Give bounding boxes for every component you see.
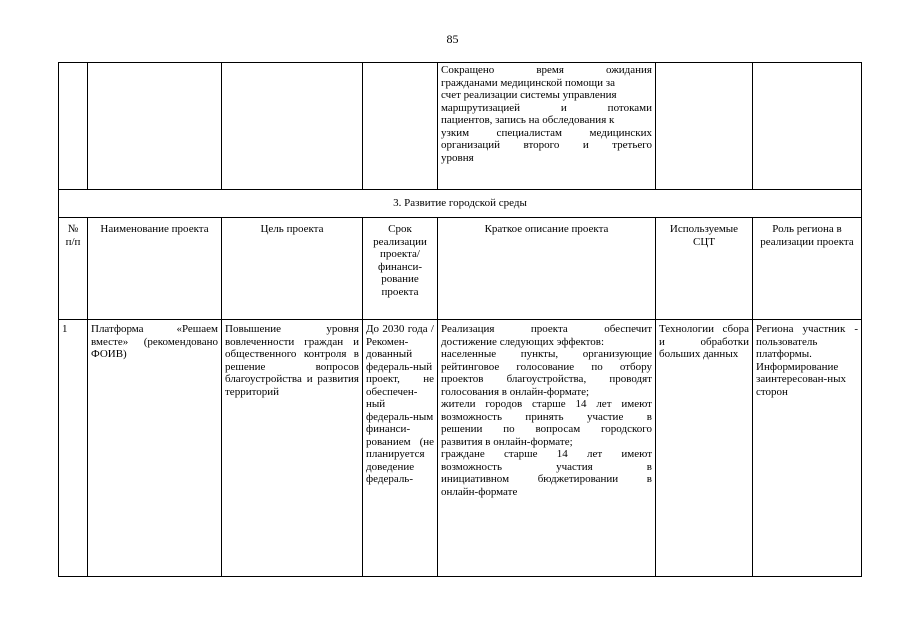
projects-table: [58, 62, 862, 577]
header-goal: Цель проекта: [222, 218, 363, 320]
text-line: достижение следующих эффектов:: [441, 335, 605, 348]
text-line: населенные пункты, организующие: [441, 348, 652, 360]
text-line: организаций второго и третьего: [441, 139, 652, 151]
table-row: [59, 320, 862, 577]
text-line: пациентов, запись на обследования к: [441, 114, 615, 126]
header-term: Срок реализации проекта/ финанси-рование проекта: [363, 218, 438, 320]
text-line: онлайн-формате: [441, 485, 518, 498]
text-line: голосования в онлайн-формате;: [441, 385, 590, 398]
cell-num: 1: [59, 320, 88, 577]
table-cell: [88, 63, 222, 190]
cell-term: До 2030 года / Рекомен-дованный федераль-ный проект, не обеспечен-ный федераль-ным финанси-рованием (не планируется доведение федераль-: [363, 320, 438, 577]
text-line: гражданами медицинской помощи за: [441, 76, 615, 89]
header-row: [59, 218, 862, 320]
section-title: 3. Развитие городской среды: [59, 190, 862, 218]
section-row: [59, 190, 862, 218]
text-line: рейтинговое голосование по отбору: [441, 360, 652, 373]
text-line: жители городов старше 14 лет имеют: [441, 398, 652, 410]
text-line: Сокращено время ожидания: [441, 64, 652, 76]
text-line: маршрутизацией и потоками: [441, 101, 652, 114]
text-line: уровня: [441, 151, 474, 164]
text-line: счет реализации системы управления: [441, 89, 617, 101]
table-row: [59, 63, 862, 190]
text-line: проектов благоустройства, проводят: [441, 373, 652, 385]
text-line: развития в онлайн-формате;: [441, 435, 573, 448]
text-line: возможность участия в: [441, 460, 652, 473]
cell-tech: Технологии сбора и обработки больших данных: [656, 320, 753, 577]
table-cell: [59, 63, 88, 190]
header-description: Краткое описание проекта: [438, 218, 656, 320]
header-num: № п/п: [59, 218, 88, 320]
text-line: узким специалистам медицинских: [441, 126, 652, 139]
text-line: возможность принять участие в: [441, 410, 652, 423]
description-cell: [438, 63, 656, 190]
cell-role: Региона участник - пользователь платформы. Информирование заинтересован-ных сторон: [753, 320, 862, 577]
header-name: Наименование проекта: [88, 218, 222, 320]
text-line: инициативном бюджетировании в: [441, 473, 652, 485]
cell-goal: Повышение уровня вовлеченности граждан и общественного контроля в решение вопросов благоустройства и развития территорий: [222, 320, 363, 577]
page-number: 85: [446, 32, 459, 46]
header-role: Роль региона в реализации проекта: [753, 218, 862, 320]
cell-description: [438, 320, 656, 577]
table-cell: [753, 63, 862, 190]
text-line: граждане старше 14 лет имеют: [441, 448, 652, 460]
table-cell: [656, 63, 753, 190]
cell-name: Платформа «Решаем вместе» (рекомендовано ФОИВ): [88, 320, 222, 577]
text-line: решении по вопросам городского: [441, 423, 652, 435]
text-line: Реализация проекта обеспечит: [441, 323, 652, 335]
table-cell: [222, 63, 363, 190]
header-tech: Используемые СЦТ: [656, 218, 753, 320]
table-cell: [363, 63, 438, 190]
